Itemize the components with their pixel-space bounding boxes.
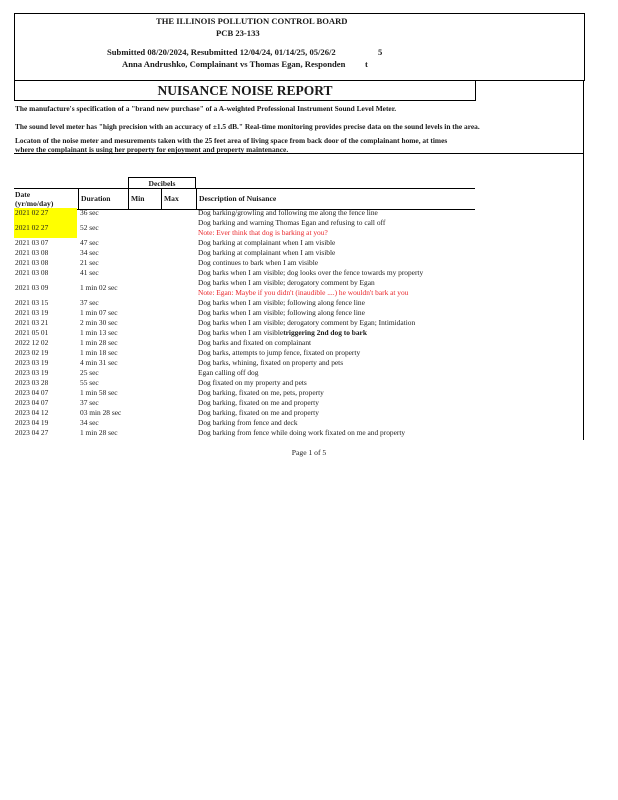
row-duration: 21 sec xyxy=(80,258,99,267)
submitted-tail: 5 xyxy=(378,47,383,57)
row-description xyxy=(198,388,488,398)
row-date: 2021 03 21 xyxy=(15,318,49,327)
row-description-text: Dog barks when I am visible; following along fence line xyxy=(198,308,365,317)
row-description xyxy=(198,378,488,388)
row-duration: 41 sec xyxy=(80,268,99,277)
row-description xyxy=(198,408,488,418)
col-min-header: Min xyxy=(128,189,161,209)
row-description-text: Dog barking/growling and following me along the fence line xyxy=(198,208,378,217)
row-date: 2021 03 09 xyxy=(15,283,49,292)
row-description xyxy=(198,338,488,348)
row-date: 2021 03 08 xyxy=(15,268,49,277)
row-date: 2023 04 07 xyxy=(15,388,49,397)
row-description xyxy=(198,298,488,308)
table-header xyxy=(14,188,475,210)
row-duration: 1 min 07 sec xyxy=(80,308,118,317)
row-description-text: Dog barking at complainant when I am visible xyxy=(198,248,336,257)
table-row xyxy=(14,208,484,218)
row-description xyxy=(198,328,488,338)
row-description-text: Dog barks when I am visible; derogatory comment by Egan xyxy=(198,278,375,287)
row-date: 2021 02 27 xyxy=(14,208,77,218)
col-date-header xyxy=(14,189,78,209)
case-number: PCB 23-133 xyxy=(216,28,260,38)
row-date: 2023 04 27 xyxy=(15,428,49,437)
intro-line-1: The manufacture's specification of a "brand new purchase" of a A-weighted Professional Instrument Sound Level Meter. xyxy=(15,104,397,113)
title-rule xyxy=(474,80,584,81)
row-description-text: Dog fixated on my property and pets xyxy=(198,378,307,387)
table-row xyxy=(14,398,484,408)
row-description-text: Dog barks when I am visible xyxy=(198,328,284,337)
row-duration: 34 sec xyxy=(80,248,99,257)
table-row xyxy=(14,238,484,248)
row-description-text: Dog barking and warning Thomas Egan and refusing to call off xyxy=(198,218,386,227)
parties-line: Anna Andrushko, Complainant vs Thomas Egan, Responden xyxy=(122,59,346,69)
row-date: 2023 03 19 xyxy=(15,358,49,367)
table-row xyxy=(14,258,484,268)
row-description xyxy=(198,258,488,268)
row-duration: 55 sec xyxy=(80,378,99,387)
col-duration-header: Duration xyxy=(78,189,128,209)
table-row xyxy=(14,378,484,388)
row-description xyxy=(198,278,488,298)
row-date: 2023 03 28 xyxy=(15,378,49,387)
row-description-text: Dog barking at complainant when I am visible xyxy=(198,238,336,247)
table-row xyxy=(14,338,484,348)
row-description xyxy=(198,208,488,218)
right-border xyxy=(583,80,584,440)
table-row xyxy=(14,418,484,428)
submitted-line: Submitted 08/20/2024, Resubmitted 12/04/24, 01/14/25, 05/26/2 xyxy=(107,47,336,57)
row-description-text: Dog barking from fence and deck xyxy=(198,418,298,427)
row-duration: 47 sec xyxy=(80,238,99,247)
board-name: THE ILLINOIS POLLUTION CONTROL BOARD xyxy=(156,16,348,26)
table-row xyxy=(14,328,484,338)
parties-tail: t xyxy=(365,59,368,69)
table-row xyxy=(14,268,484,278)
row-date: 2021 03 19 xyxy=(15,308,49,317)
row-date: 2021 03 08 xyxy=(15,258,49,267)
row-description xyxy=(198,418,488,428)
row-description xyxy=(198,428,488,438)
row-description-text: Dog barking, fixated on me and property xyxy=(198,398,319,407)
row-description-text: Dog barks, whining, fixated on property and pets xyxy=(198,358,344,367)
table-row xyxy=(14,368,484,378)
table-row xyxy=(14,218,484,238)
row-description-text: Egan calling off dog xyxy=(198,368,259,377)
row-date: 2021 03 15 xyxy=(15,298,49,307)
row-duration: 1 min 02 sec xyxy=(80,283,118,292)
table-row xyxy=(14,428,484,438)
intro-line-2: The sound level meter has "high precision with an accuracy of ±1.5 dB." Real-time monitoring provides precise data on the sound levels in the area. xyxy=(15,122,480,131)
row-description xyxy=(198,318,488,328)
row-description-bold: triggering 2nd dog to bark xyxy=(283,328,367,337)
table-row xyxy=(14,278,484,298)
intro-line-4: where the complainant is using her property for enjoyment and property maintenance. xyxy=(15,145,289,154)
intro-rule-right xyxy=(472,153,584,154)
row-duration: 37 sec xyxy=(80,298,99,307)
row-date: 2021 02 27 xyxy=(14,218,77,238)
row-duration: 25 sec xyxy=(80,368,99,377)
page-number: Page 1 of 5 xyxy=(291,448,327,457)
col-date-label: Date xyxy=(15,190,31,199)
row-description xyxy=(198,398,488,408)
report-title: NUISANCE NOISE REPORT xyxy=(14,80,476,101)
intro-line-3: Locaton of the noise meter and mesurements taken with the 25 feet area of living space from back door of the complainant home, at times xyxy=(15,136,448,145)
row-duration: 1 min 13 sec xyxy=(80,328,118,337)
row-description xyxy=(198,368,488,378)
row-description-text: Dog continues to bark when I am visible xyxy=(198,258,319,267)
row-duration: 34 sec xyxy=(80,418,99,427)
row-description xyxy=(198,248,488,258)
table-row xyxy=(14,248,484,258)
col-date-sub: (yr/mo/day) xyxy=(15,199,54,208)
row-description-text: Dog barks and fixated on complainant xyxy=(198,338,312,347)
row-date: 2022 12 02 xyxy=(15,338,49,347)
row-description xyxy=(198,308,488,318)
col-max-header: Max xyxy=(161,189,196,209)
row-date: 2023 04 07 xyxy=(15,398,49,407)
table-body xyxy=(14,208,484,438)
row-description-text: Dog barks when I am visible; derogatory comment by Egan; Intimidation xyxy=(198,318,416,327)
row-description xyxy=(198,218,488,238)
intro-rule xyxy=(14,153,472,154)
table-row xyxy=(14,408,484,418)
table-row xyxy=(14,298,484,308)
row-date: 2023 03 19 xyxy=(15,368,49,377)
row-description xyxy=(198,358,488,368)
row-date: 2023 02 19 xyxy=(15,348,49,357)
row-duration: 37 sec xyxy=(80,398,99,407)
row-date: 2021 03 08 xyxy=(15,248,49,257)
table-row xyxy=(14,358,484,368)
row-duration: 1 min 28 sec xyxy=(80,428,118,437)
row-note: Note: Egan: Maybe if you didn't (inaudible ....) he wouldn't bark at you xyxy=(198,288,409,297)
row-description-text: Dog barking, fixated on me and property xyxy=(198,408,319,417)
row-description xyxy=(198,268,488,278)
row-description-text: Dog barking from fence while doing work fixated on me and property xyxy=(198,428,406,437)
row-description-text: Dog barking, fixated on me, pets, property xyxy=(198,388,324,397)
row-duration: 1 min 58 sec xyxy=(80,388,118,397)
row-duration: 2 min 30 sec xyxy=(80,318,118,327)
row-duration: 1 min 18 sec xyxy=(80,348,118,357)
table-row xyxy=(14,348,484,358)
decibels-group-header: Decibels xyxy=(128,177,196,189)
row-description-text: Dog barks when I am visible; following along fence line xyxy=(198,298,365,307)
table-row xyxy=(14,318,484,328)
row-date: 2023 04 19 xyxy=(15,418,49,427)
row-description xyxy=(198,348,488,358)
row-date: 2023 04 12 xyxy=(15,408,49,417)
row-duration: 03 min 28 sec xyxy=(80,408,122,417)
row-duration: 4 min 31 sec xyxy=(80,358,118,367)
row-duration: 1 min 28 sec xyxy=(80,338,118,347)
row-duration: 52 sec xyxy=(80,223,99,232)
row-note: Note: Ever think that dog is barking at you? xyxy=(198,228,328,237)
col-description-header: Description of Nuisance xyxy=(196,189,475,209)
row-date: 2021 05 01 xyxy=(15,328,49,337)
row-description-text: Dog barks, attempts to jump fence, fixated on property xyxy=(198,348,361,357)
row-description-text: Dog barks when I am visible; dog looks over the fence towards my property xyxy=(198,268,424,277)
row-date: 2021 03 07 xyxy=(15,238,49,247)
row-duration: 36 sec xyxy=(80,208,99,217)
table-row xyxy=(14,388,484,398)
row-description xyxy=(198,238,488,248)
table-row xyxy=(14,308,484,318)
